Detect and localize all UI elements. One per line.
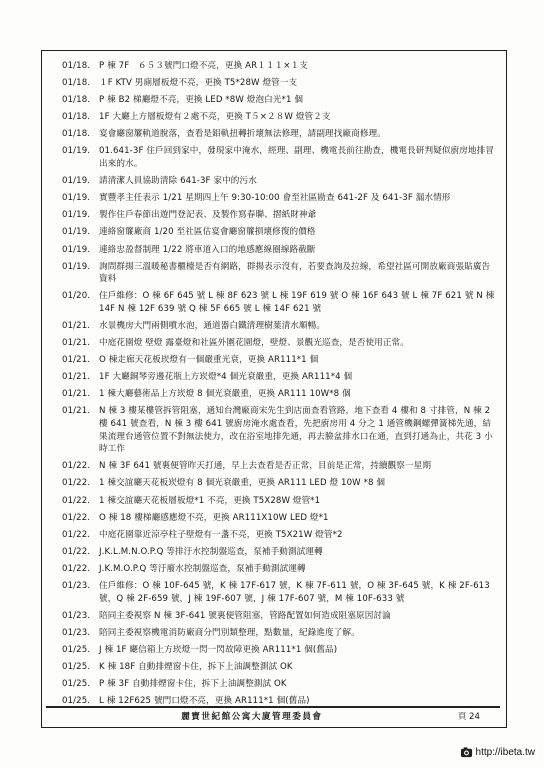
log-entry xyxy=(62,337,498,350)
page-number: 頁 24 xyxy=(457,712,480,722)
entry-text: 1 棟交誼廳天花板層板燈*1 不亮，更換 T5X28W 燈管*1 xyxy=(99,495,321,506)
entry-date: 01/19. xyxy=(62,146,91,157)
entry-date: 01/18. xyxy=(62,61,91,71)
log-entry xyxy=(62,512,498,525)
entry-date: 01/18. xyxy=(62,78,91,89)
log-entry xyxy=(62,128,498,141)
entry-text: N 棟 3F 641 號裏便管昨天打通，早上去查看是否正常，目前是正常，持續觀察一星期 xyxy=(99,461,432,472)
log-entry xyxy=(62,209,498,222)
entry-text: 連絡窗簾廠商 1/20 至社區估宴會廳窗簾損壞修復的價格 xyxy=(99,227,316,238)
entry-text: J.K.M.O.P.Q 等汙廢水控制盤巡查，泵補手動測試運轉 xyxy=(99,563,306,574)
entry-text: 住戶維修：O 棟 10F-645 號，K 棟 17F-617 號，K 棟 7F-611 號，O 棟 3F-645 號，K 棟 2F-613 號，Q 棟 2F-659 號，J 棟 19F-607 號，J 棟 17F-607 號，M 棟 10F-633 號 xyxy=(99,581,490,604)
entry-text: 中庭花園靠近涼亭柱子壁燈有一盞不亮，更換 T5X21W 燈管*2 xyxy=(99,529,343,540)
entry-date: 01/22. xyxy=(62,563,91,574)
log-entry xyxy=(62,678,498,691)
entry-text: K 棟 18F 自動排煙窗卡住，拆下上油調整測試 OK xyxy=(99,661,293,672)
entry-text: L 棟 12F625 號門口燈不亮，更換 AR111*1 個(舊品) xyxy=(99,696,310,707)
log-entry xyxy=(62,175,498,188)
log-entry xyxy=(62,495,498,508)
log-entry xyxy=(62,77,498,90)
entry-date: 01/21. xyxy=(62,338,91,349)
entry-text: 1F 大廳銅琴旁邊花瓶上方崁燈*4 個光衰嚴重，更換 AR111*4 個 xyxy=(99,372,353,383)
entry-date: 01/21. xyxy=(62,372,91,383)
entry-text: J 棟 1F 廳信箱上方崁燈一閃一閃故障更換 AR111*1 個(舊品) xyxy=(99,644,338,655)
entry-text: １F KTV 男廁層板燈不亮，更換 T5*28W 燈管一支 xyxy=(99,78,298,89)
entry-date: 01/21. xyxy=(62,321,91,331)
entry-text: 陪同主委視察機電消防廠商分門別類整理，點數量，紀錄進度了解。 xyxy=(99,627,360,638)
entry-date: 01/22. xyxy=(62,529,91,540)
log-entry xyxy=(62,111,498,124)
entry-date: 01/18. xyxy=(62,112,91,123)
log-entry xyxy=(62,388,498,401)
work-log-list xyxy=(62,60,498,712)
entry-date: 01/23. xyxy=(62,610,91,621)
log-entry xyxy=(62,371,498,384)
log-entry xyxy=(62,563,498,576)
entry-date: 01/25. xyxy=(62,679,91,690)
entry-text: P 棟 3F 自動排煙窗卡住，拆下上油調整測試 OK xyxy=(99,679,287,690)
log-entry xyxy=(62,192,498,205)
entry-text: O 棟走廊天花板崁燈有一個嚴重光衰，更換 AR111*1 個 xyxy=(99,355,319,366)
log-entry xyxy=(62,644,498,657)
entry-text: 請清潔人員協助清除 641-3F 家中的污水 xyxy=(99,176,257,187)
entry-text: P 棟 7F ６５３號門口燈不亮，更換 AR１１１×１支 xyxy=(99,61,308,71)
entry-date: 01/21. xyxy=(62,406,91,417)
entry-date: 01/19. xyxy=(62,176,91,187)
log-entry xyxy=(62,627,498,640)
log-entry xyxy=(62,477,498,490)
log-entry xyxy=(62,546,498,559)
entry-text: 01.641-3F 住戶回到家中，發現家中淹水，經理、副理、機電長前往勘查，機電長研判疑似廚房地排冒出來的水。 xyxy=(99,146,495,170)
log-entry xyxy=(62,261,498,286)
log-entry xyxy=(62,244,498,257)
entry-text: 中庭花園燈 壁燈 露臺燈和社區外圍花園燈，壁燈、景觀光巡查，是否使用正常。 xyxy=(99,338,409,349)
entry-date: 01/23. xyxy=(62,627,91,638)
log-entry xyxy=(62,94,498,107)
entry-text: 詢問群揚三溫暖秘書櫃檯是否有網路，群揚表示沒有，若要查詢及拉線，希望社區可開放廠商張貼廣告資料 xyxy=(99,261,491,285)
page-footer xyxy=(46,706,500,724)
watermark-url: http://ibeta.tw xyxy=(475,747,535,758)
entry-date: 01/22. xyxy=(62,546,91,557)
log-entry xyxy=(62,610,498,623)
entry-date: 01/19. xyxy=(62,244,91,255)
entry-text: 住戶維修：O 棟 6F 645 號 L 棟 8F 623 號 L 棟 19F 619 號 O 棟 16F 643 號 L 棟 7F 621 號 N 棟 14F N 棟 12F 639 號 Q 棟 5F 665 號 L 棟 14F 621 號 xyxy=(99,291,495,314)
log-entry xyxy=(62,60,498,73)
entry-text: 製作住戶春節出遊門登記表、及製作寫春聯、摺紙財神爺 xyxy=(99,210,317,221)
entry-text: 1F 大廳上方層板燈有２處不亮，更換 T５×２８W 燈管２支 xyxy=(99,112,331,123)
entry-text: 水景機房大門兩側噴水泡，通道器白鐵清理樹葉清水順暢。 xyxy=(99,321,326,331)
log-entry xyxy=(62,460,498,473)
entry-date: 01/19. xyxy=(62,261,91,272)
log-entry xyxy=(62,529,498,542)
entry-text: 1 棟交誼廳天花板崁燈有 8 個光衰嚴重，更換 AR111 LED 燈 10W *8 個 xyxy=(99,478,386,489)
entry-text: J.K.L.M.N.O.P.Q 等排汙水控制盤巡查，泵補手動測試運轉 xyxy=(99,546,323,557)
entry-date: 01/25. xyxy=(62,696,91,707)
entry-date: 01/22. xyxy=(62,495,91,506)
entry-date: 01/23. xyxy=(62,581,91,591)
log-entry xyxy=(62,405,498,455)
watermark xyxy=(457,745,538,760)
log-entry xyxy=(62,320,498,333)
entry-text: 實豐孝主任表示 1/21 星期四上午 9:30-10:00 會至社區勘查 641-2F 及 641-3F 漏水情形 xyxy=(99,193,451,204)
entry-date: 01/22. xyxy=(62,461,91,472)
entry-date: 01/18. xyxy=(62,95,91,106)
entry-text: 連絡忠盈督制理 1/22 將車道入口的地感應線圈線路截斷 xyxy=(99,244,316,255)
entry-date: 01/25. xyxy=(62,661,91,672)
camera-logo-icon xyxy=(460,746,473,759)
entry-date: 01/19. xyxy=(62,193,91,204)
entry-date: 01/19. xyxy=(62,227,91,238)
log-entry xyxy=(62,354,498,367)
entry-text: N 棟 3 樓某樓管拆管阻塞，通知台灣廠商宋先生到店面查看管路，地下查看 4 樓和 8 寸排管，N 棟 2 樓 641 號查看，N 棟 3 樓 641 號廚房淹水處查看，先把廚房用 4 分之 1 通管機鋼螺彈簧梯先通，結果流理台通管位置不對無法使力，改在浴室地排先通，再去臉盆排水口在通，直到打通為止，共花 3 小時工作 xyxy=(99,406,493,455)
entry-date: 01/19. xyxy=(62,210,91,221)
entry-date: 01/21. xyxy=(62,389,91,400)
entry-date: 01/22. xyxy=(62,478,91,489)
entry-date: 01/20. xyxy=(62,291,91,302)
log-entry xyxy=(62,290,498,315)
entry-text: P 棟 B2 梯廳燈不亮，更換 LED *8W 燈泡白光*1 個 xyxy=(99,95,304,106)
entry-date: 01/21. xyxy=(62,355,91,366)
log-entry xyxy=(62,661,498,674)
entry-date: 01/25. xyxy=(62,644,91,655)
log-entry xyxy=(62,145,498,170)
log-entry xyxy=(62,226,498,239)
entry-text: 陪同主委視察 N 棟 3F-641 號裏便管阻塞，管路配置如何造成阻塞原因討論 xyxy=(99,610,391,621)
log-entry xyxy=(62,580,498,605)
entry-text: O 棟 18 樓梯廳感應燈不亮，更換 AR111X10W LED 燈*1 xyxy=(99,512,329,523)
entry-text: 1 棟大廳藝術品上方崁燈 8 個光衰嚴重，更換 AR111 10W*8 個 xyxy=(99,389,351,400)
footer-title: 麗寶世紀館公寓大廈管理委員會 xyxy=(181,712,323,722)
entry-date: 01/22. xyxy=(62,512,91,523)
entry-text: 宴會廳窗簾軌道脫落，查看是鋁軌扭轉折壞無法修理，請副理找廠商修理。 xyxy=(99,129,386,140)
entry-date: 01/18. xyxy=(62,129,91,140)
